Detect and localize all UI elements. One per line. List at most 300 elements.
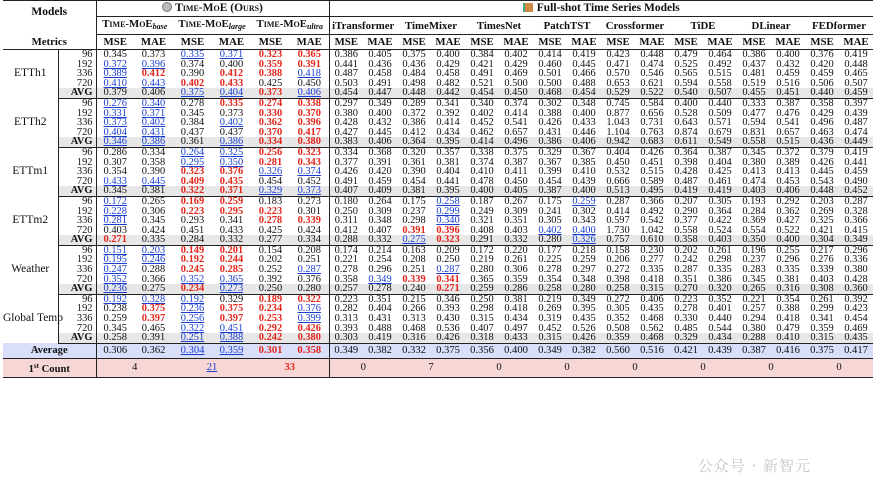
value-cell: 0.406 [134, 88, 173, 98]
horizon-label: 96 [82, 244, 93, 256]
value-cell: 0.402 [538, 224, 562, 236]
value-cell: 0.386 [402, 117, 426, 129]
value-cell: 0.357 [436, 146, 460, 158]
value-cell: 0.273 [212, 284, 251, 294]
value-cell: 0.374 [470, 156, 494, 168]
metric-mae-header: MAE [140, 36, 167, 48]
value-cell: 0.236 [96, 284, 134, 294]
value-cell: 0.313 [329, 314, 363, 324]
value-cell: 0.352 [96, 275, 134, 285]
value-cell: 0.397 [141, 313, 166, 325]
value-cell: 0.256 [258, 146, 283, 158]
value-cell: 0.404 [212, 88, 251, 98]
value-cell: 0.399 [538, 166, 562, 178]
value-cell: 0.368 [368, 146, 392, 158]
value-cell: 0.375 [173, 88, 212, 98]
baseline-header-crossformer: Crossformer [601, 17, 669, 35]
value-cell: 0.151 [96, 245, 134, 255]
value-cell: 0.172 [96, 196, 134, 206]
value-cell: 0.522 [635, 88, 669, 98]
value-cell: 0.451 [180, 224, 205, 236]
value-cell: 0.292 [258, 322, 283, 334]
value-cell: 0.278 [258, 215, 283, 227]
value-cell: 0.348 [572, 97, 596, 109]
value-cell: 0.387 [776, 97, 800, 109]
value-cell: 0.364 [397, 137, 431, 147]
value-cell: 0.382 [567, 343, 601, 358]
value-cell: 0.202 [674, 244, 698, 256]
value-cell: 0.417 [839, 343, 873, 358]
value-cell: 0.437 [742, 58, 766, 70]
value-cell: 0.256 [180, 313, 205, 325]
value-cell: 0.432 [368, 117, 392, 129]
value-cell: 0.297 [572, 264, 596, 276]
value-cell: 0.454 [402, 175, 426, 187]
value-cell: 0.521 [470, 77, 494, 89]
metric-mse-header: MSE [258, 36, 283, 48]
baseline-header-fedformer: FEDformer [805, 17, 873, 35]
value-cell: 0.345 [742, 146, 766, 158]
value-cell: 0.441 [436, 175, 460, 187]
horizon-label: 336 [76, 215, 93, 227]
variant-size: ultra [306, 22, 323, 31]
value-cell: 0.375 [219, 303, 244, 315]
value-cell: 0.315 [805, 333, 839, 343]
value-cell: 0.208 [402, 254, 426, 266]
metrics-header: Metrics [31, 35, 67, 48]
value-cell: 0.346 [436, 293, 460, 305]
value-cell: 0.468 [640, 313, 664, 325]
value-cell: 0.332 [363, 235, 397, 245]
value-cell: 0.265 [141, 195, 166, 207]
value-cell: 0.435 [572, 313, 596, 325]
value-cell: 0.203 [141, 244, 166, 256]
value-cell: 0.683 [635, 137, 669, 147]
value-cell: 0.381 [776, 273, 800, 285]
value-cell: 0.414 [436, 117, 460, 129]
horizon-label: 720 [76, 77, 93, 89]
value-cell: 0.474 [742, 175, 766, 187]
value-cell: 0.445 [141, 175, 166, 187]
value-cell: 0.358 [290, 343, 329, 358]
value-cell: 0.276 [810, 254, 834, 266]
value-cell: 0.435 [219, 175, 244, 187]
value-cell: 0.323 [297, 146, 321, 158]
value-cell: 0.294 [742, 313, 766, 325]
value-cell: 0.259 [572, 254, 596, 266]
value-cell: 0.379 [96, 88, 134, 98]
value-cell: 0.406 [290, 88, 329, 98]
value-cell: 0.189 [258, 293, 283, 305]
value-cell: 0.542 [640, 215, 664, 227]
value-cell: 0.376 [297, 303, 321, 315]
value-cell: 0.218 [572, 244, 596, 256]
value-cell: 0.414 [465, 137, 499, 147]
first-count-row [3, 358, 873, 377]
value-cell: 0.287 [436, 264, 460, 276]
value-cell: 0.305 [606, 303, 630, 315]
value-cell: 0.657 [504, 126, 528, 138]
value-cell: 0.439 [572, 175, 596, 187]
value-cell: 0.429 [504, 58, 528, 70]
value-cell: 0.391 [297, 58, 321, 70]
fullshot-group-header [329, 1, 873, 17]
value-cell: 0.388 [538, 107, 562, 119]
value-cell: 0.432 [776, 58, 800, 70]
value-cell: 0.236 [180, 303, 205, 315]
value-cell: 0.611 [669, 137, 703, 147]
value-cell: 0.284 [173, 235, 212, 245]
value-cell: 0.341 [219, 215, 244, 227]
value-cell: 0.319 [538, 313, 562, 325]
value-cell: 0.237 [742, 254, 766, 266]
value-cell: 0.374 [504, 97, 528, 109]
horizon-label: 192 [76, 254, 93, 266]
value-cell: 0.366 [844, 215, 868, 227]
value-cell: 0.874 [674, 126, 698, 138]
value-cell: 0.448 [640, 49, 664, 60]
value-cell: 0.400 [776, 49, 800, 60]
value-cell: 0.339 [297, 215, 321, 227]
horizon-label: 192 [76, 205, 93, 217]
value-cell: 0.408 [470, 224, 494, 236]
value-cell: 0.340 [141, 97, 166, 109]
value-cell: 0.345 [96, 186, 134, 196]
books-icon [523, 3, 533, 12]
value-cell: 0.381 [504, 293, 528, 305]
value-cell: 0.271 [96, 235, 134, 245]
value-cell: 0.250 [470, 293, 494, 305]
value-cell: 0.385 [572, 156, 596, 168]
value-cell: 0.390 [180, 68, 205, 80]
value-cell: 0.393 [436, 303, 460, 315]
value-cell: 0.431 [538, 126, 562, 138]
value-cell: 0.434 [436, 126, 460, 138]
value-cell: 0.427 [329, 128, 363, 138]
value-cell: 0.223 [674, 293, 698, 305]
value-cell: 0.465 [844, 68, 868, 80]
value-cell: 0.427 [776, 215, 800, 227]
value-cell: 0.440 [708, 97, 732, 109]
value-cell: 0.461 [708, 175, 732, 187]
count-label-number: 1 [28, 363, 34, 375]
value-cell: 0.406 [640, 293, 664, 305]
value-cell: 0.352 [606, 313, 630, 325]
value-cell: 0.433 [96, 177, 134, 187]
value-cell: 0.496 [810, 117, 834, 129]
value-cell: 0.448 [397, 88, 431, 98]
value-cell: 0.386 [329, 50, 363, 60]
value-cell: 0.272 [606, 293, 630, 305]
value-cell: 0.418 [640, 273, 664, 285]
value-cell: 0.439 [703, 343, 737, 358]
value-cell: 0.515 [640, 166, 664, 178]
value-cell: 0.252 [258, 264, 283, 276]
value-cell: 0.450 [504, 175, 528, 187]
value-cell: 0.380 [844, 264, 868, 276]
value-cell: 0.436 [805, 137, 839, 147]
value-cell: 0.258 [436, 195, 460, 207]
value-cell: 0.373 [141, 49, 166, 60]
metric-mse-header: MSE [606, 36, 630, 48]
value-cell: 0.334 [329, 147, 363, 157]
value-cell: 0.340 [470, 97, 494, 109]
value-cell: 0.251 [173, 333, 212, 343]
value-cell: 0.409 [363, 186, 397, 196]
value-cell: 0.400 [567, 186, 601, 196]
value-cell: 0.403 [810, 273, 834, 285]
value-cell: 0.375 [141, 303, 166, 315]
count-cell: 0 [533, 358, 601, 377]
value-cell: 0.653 [606, 77, 630, 89]
value-cell: 0.410 [572, 166, 596, 178]
value-cell: 0.397 [844, 97, 868, 109]
value-cell: 0.315 [470, 313, 494, 325]
value-cell: 0.196 [742, 244, 766, 256]
value-cell: 0.560 [601, 343, 635, 358]
value-cell: 0.376 [810, 49, 834, 60]
value-cell: 0.219 [470, 254, 494, 266]
value-cell: 0.367 [572, 146, 596, 158]
value-cell: 0.228 [96, 207, 134, 217]
value-cell: 0.367 [538, 156, 562, 168]
value-cell: 0.371 [212, 186, 251, 196]
value-cell: 0.414 [504, 107, 528, 119]
value-cell: 0.406 [363, 137, 397, 147]
value-cell: 0.238 [96, 304, 134, 314]
value-cell: 0.215 [402, 293, 426, 305]
value-cell: 0.428 [329, 118, 363, 128]
value-cell: 0.445 [368, 126, 392, 138]
overall-average-row [3, 343, 873, 358]
value-cell: 0.373 [219, 107, 244, 119]
value-cell: 0.508 [606, 322, 630, 334]
value-cell: 0.426 [431, 333, 465, 343]
value-cell: 0.390 [141, 166, 166, 178]
value-cell: 0.435 [839, 333, 873, 343]
value-cell: 0.398 [606, 273, 630, 285]
value-cell: 0.298 [708, 254, 732, 266]
metric-mae-header: MAE [775, 36, 801, 48]
value-cell: 0.412 [141, 68, 166, 80]
value-cell: 0.247 [96, 265, 134, 275]
value-cell: 0.323 [180, 166, 205, 178]
value-cell: 0.349 [533, 343, 567, 358]
count-cell: 7 [397, 358, 465, 377]
value-cell: 0.404 [606, 146, 630, 158]
value-cell: 0.393 [329, 324, 363, 334]
value-cell: 0.169 [180, 195, 205, 207]
variant-header-base [96, 17, 173, 35]
value-cell: 0.400 [436, 49, 460, 60]
count-cell: 0 [737, 358, 805, 377]
dataset-name: ETTm2 [3, 196, 58, 245]
value-cell: 0.458 [436, 68, 460, 80]
value-cell: 0.471 [606, 58, 630, 70]
value-cell: 0.381 [397, 186, 431, 196]
value-cell: 0.400 [219, 58, 244, 70]
value-cell: 0.410 [96, 79, 134, 89]
value-cell: 0.329 [538, 146, 562, 158]
value-cell: 0.404 [436, 166, 460, 178]
value-cell: 0.370 [297, 107, 321, 119]
value-cell: 0.490 [844, 175, 868, 187]
value-cell: 0.267 [504, 195, 528, 207]
value-cell: 0.425 [258, 77, 283, 89]
value-cell: 0.496 [499, 137, 533, 147]
value-cell: 0.286 [499, 284, 533, 294]
value-cell: 0.529 [601, 88, 635, 98]
value-cell: 0.307 [96, 158, 134, 168]
value-cell: 0.332 [212, 235, 251, 245]
value-cell: 0.339 [402, 273, 426, 285]
value-cell: 0.259 [572, 195, 596, 207]
value-cell: 0.370 [258, 126, 283, 138]
value-cell: 0.497 [504, 322, 528, 334]
value-cell: 0.332 [499, 235, 533, 245]
value-cell: 0.400 [572, 107, 596, 119]
value-cell: 0.172 [470, 244, 494, 256]
value-cell: 0.341 [436, 97, 460, 109]
value-cell: 0.501 [538, 68, 562, 80]
value-cell: 0.361 [173, 137, 212, 147]
value-cell: 0.360 [839, 284, 873, 294]
value-cell: 0.362 [134, 343, 173, 358]
value-cell: 0.298 [402, 215, 426, 227]
value-cell: 0.558 [737, 137, 771, 147]
value-cell: 0.277 [251, 235, 290, 245]
value-cell: 0.341 [810, 313, 834, 325]
value-cell: 0.407 [368, 224, 392, 236]
horizon-label: 720 [76, 126, 93, 138]
value-cell: 0.220 [504, 244, 528, 256]
horizon-label: 336 [76, 313, 93, 325]
value-cell: 0.302 [538, 97, 562, 109]
value-cell: 0.413 [776, 166, 800, 178]
value-cell: 0.272 [606, 264, 630, 276]
value-cell: 0.388 [212, 333, 251, 343]
value-cell: 0.299 [810, 303, 834, 315]
value-cell: 0.515 [708, 68, 732, 80]
value-cell: 0.396 [436, 224, 460, 236]
value-cell: 0.323 [431, 235, 465, 245]
value-cell: 0.291 [465, 235, 499, 245]
value-cell: 0.290 [674, 205, 698, 217]
value-cell: 0.274 [258, 97, 283, 109]
value-cell: 0.338 [470, 146, 494, 158]
value-cell: 0.322 [173, 186, 212, 196]
value-cell: 0.392 [436, 107, 460, 119]
value-cell: 0.448 [805, 186, 839, 196]
value-cell: 0.399 [297, 313, 321, 325]
metric-mae-header: MAE [639, 36, 665, 48]
value-cell: 0.445 [572, 58, 596, 70]
value-cell: 0.358 [810, 97, 834, 109]
horizon-label: 336 [76, 264, 93, 276]
value-cell: 0.192 [180, 293, 205, 305]
value-cell: 0.306 [504, 264, 528, 276]
value-cell: 0.308 [805, 284, 839, 294]
value-cell: 0.657 [776, 126, 800, 138]
value-cell: 0.281 [258, 156, 283, 168]
value-cell: 0.562 [640, 322, 664, 334]
value-cell: 0.259 [96, 314, 134, 324]
value-cell: 0.451 [640, 156, 664, 168]
horizon-label: 720 [76, 322, 93, 334]
value-cell: 0.201 [219, 244, 244, 256]
value-cell: 0.464 [708, 49, 732, 60]
dataset-avg-row [3, 235, 873, 245]
value-cell: 0.459 [810, 68, 834, 80]
value-cell: 0.474 [640, 58, 664, 70]
value-cell: 0.250 [251, 284, 290, 294]
value-cell: 0.386 [708, 273, 732, 285]
value-cell: 0.466 [572, 68, 596, 80]
value-cell: 0.558 [708, 77, 732, 89]
value-cell: 0.500 [504, 77, 528, 89]
value-cell: 0.380 [742, 322, 766, 334]
value-cell: 0.206 [606, 254, 630, 266]
value-cell: 0.209 [436, 244, 460, 256]
value-cell: 0.354 [538, 273, 562, 285]
value-cell: 0.364 [708, 205, 732, 217]
value-cell: 0.570 [606, 68, 630, 80]
variant-size: base [152, 22, 168, 31]
value-cell: 0.426 [567, 333, 601, 343]
value-cell: 0.373 [251, 88, 290, 98]
value-cell: 0.424 [141, 224, 166, 236]
count-cell: 0 [601, 358, 669, 377]
value-cell: 0.249 [470, 205, 494, 217]
value-cell: 0.433 [499, 333, 533, 343]
value-cell: 0.250 [329, 207, 363, 217]
value-cell: 0.465 [141, 322, 166, 334]
value-cell: 0.192 [180, 254, 205, 266]
value-cell: 0.421 [470, 58, 494, 70]
value-cell: 0.610 [635, 235, 669, 245]
value-cell: 0.359 [212, 343, 251, 358]
value-cell: 0.441 [844, 156, 868, 168]
value-cell: 0.365 [297, 49, 321, 60]
value-cell: 0.369 [742, 215, 766, 227]
value-cell: 0.329 [219, 293, 244, 305]
value-cell: 0.411 [504, 166, 528, 178]
value-cell: 0.454 [329, 88, 363, 98]
value-cell: 0.377 [674, 215, 698, 227]
value-cell: 0.280 [290, 284, 329, 294]
value-cell: 0.380 [290, 333, 329, 343]
value-cell: 0.401 [708, 303, 732, 315]
value-cell: 0.315 [533, 333, 567, 343]
value-cell: 0.477 [742, 107, 766, 119]
value-cell: 0.454 [538, 175, 562, 187]
value-cell: 0.278 [538, 264, 562, 276]
value-cell: 0.203 [810, 195, 834, 207]
variant-name: Time-MoE [178, 18, 229, 30]
value-cell: 0.396 [141, 58, 166, 70]
value-cell: 0.278 [363, 284, 397, 294]
value-cell: 0.320 [402, 146, 426, 158]
value-cell: 0.311 [329, 216, 363, 226]
value-cell: 0.386 [533, 137, 567, 147]
value-cell: 0.302 [572, 205, 596, 217]
value-cell: 0.429 [436, 58, 460, 70]
value-cell: 0.313 [402, 313, 426, 325]
horizon-label: 192 [76, 107, 93, 119]
value-cell: 0.192 [96, 294, 134, 304]
value-cell: 0.359 [258, 58, 283, 70]
value-cell: 0.359 [504, 273, 528, 285]
